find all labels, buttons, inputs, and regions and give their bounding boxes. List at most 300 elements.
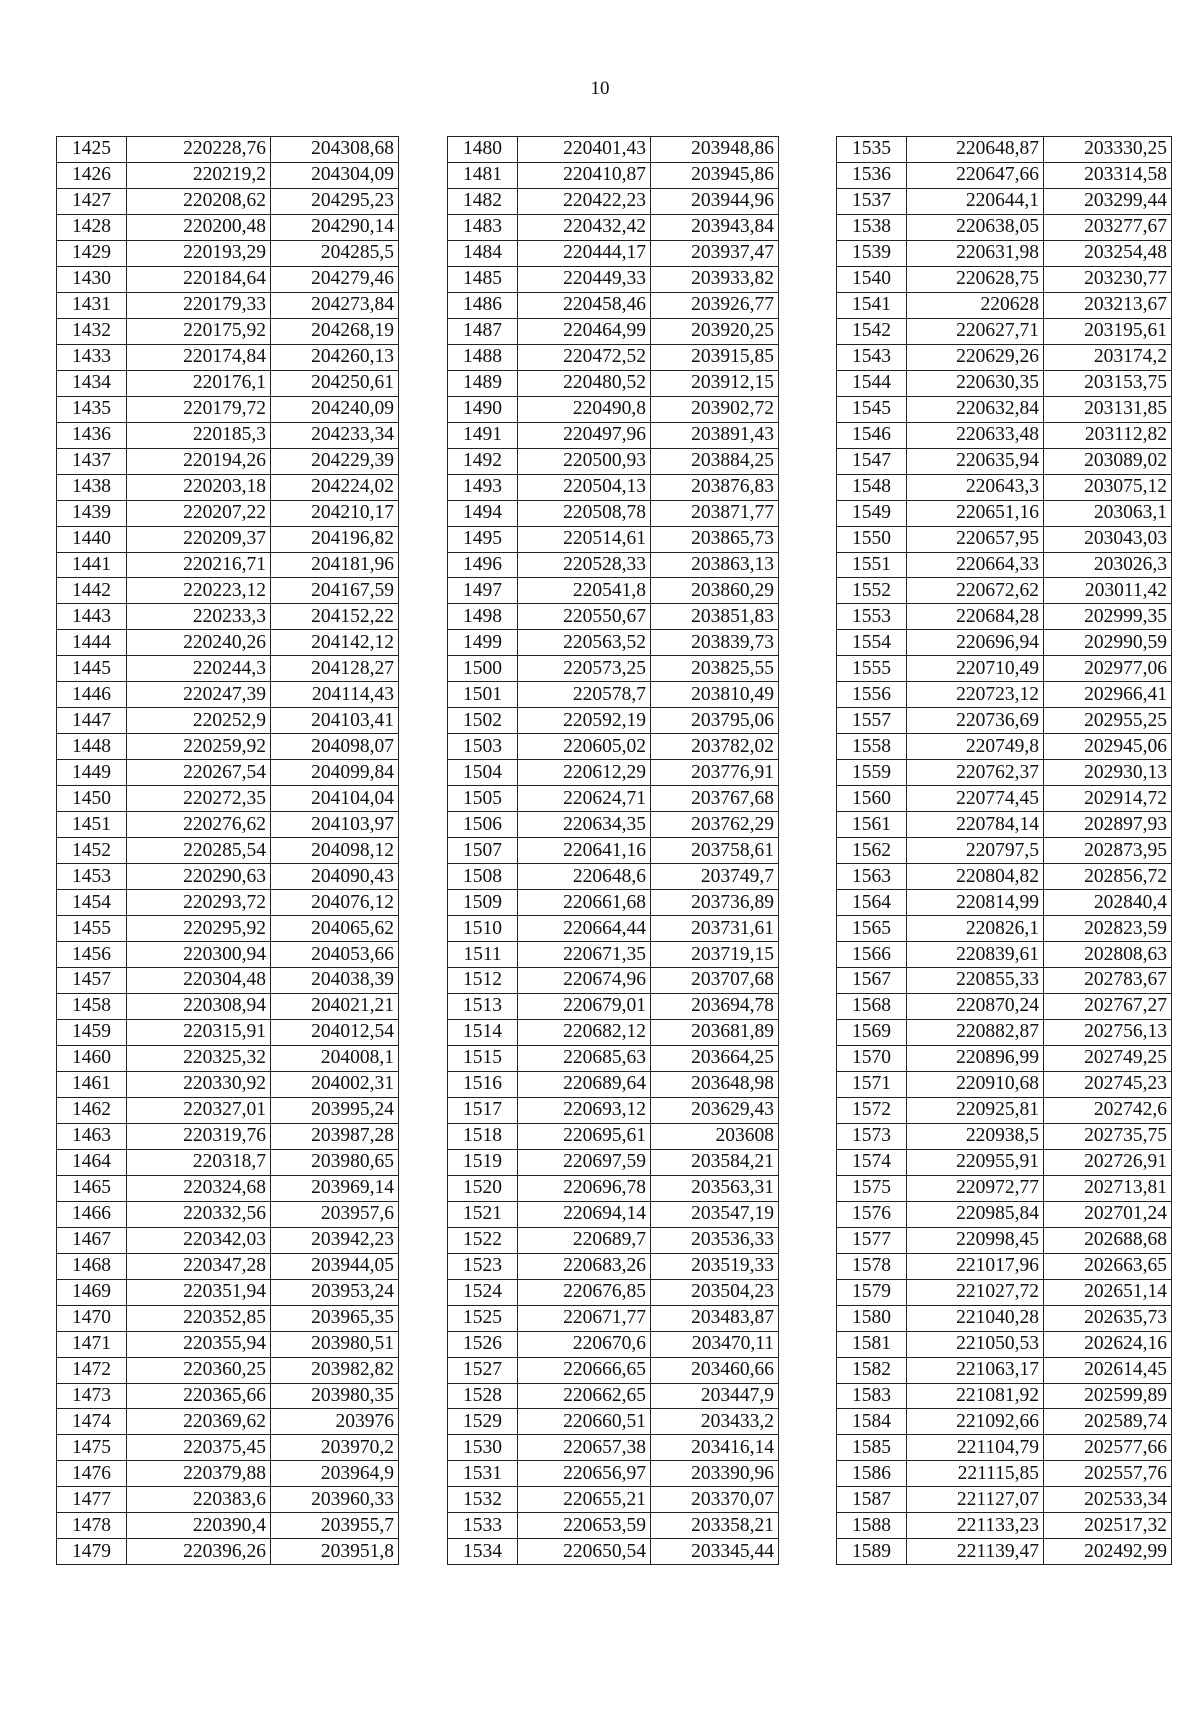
x-coordinate-cell: 220630,35 [907, 370, 1044, 396]
point-number-cell: 1525 [448, 1305, 518, 1331]
y-coordinate-cell: 202624,16 [1044, 1331, 1172, 1357]
x-coordinate-cell: 220643,3 [907, 474, 1044, 500]
y-coordinate-cell: 202897,93 [1044, 812, 1172, 838]
point-number-cell: 1535 [837, 137, 907, 163]
point-number-cell: 1530 [448, 1435, 518, 1461]
table-row [448, 162, 779, 188]
y-coordinate-cell: 202873,95 [1044, 838, 1172, 864]
point-number-cell: 1449 [57, 760, 127, 786]
table-row [837, 812, 1172, 838]
y-coordinate-cell: 203782,02 [651, 734, 779, 760]
y-coordinate-cell: 203965,35 [271, 1305, 399, 1331]
point-number-cell: 1436 [57, 422, 127, 448]
y-coordinate-cell: 202767,27 [1044, 993, 1172, 1019]
x-coordinate-cell: 220955,91 [907, 1149, 1044, 1175]
x-coordinate-cell: 220184,64 [127, 266, 271, 292]
table-row [837, 656, 1172, 682]
x-coordinate-cell: 221050,53 [907, 1331, 1044, 1357]
x-coordinate-cell: 220550,67 [518, 604, 651, 630]
x-coordinate-cell: 220267,54 [127, 760, 271, 786]
y-coordinate-cell: 203795,06 [651, 708, 779, 734]
table-row [57, 1253, 399, 1279]
y-coordinate-cell: 202808,63 [1044, 942, 1172, 968]
table-row [57, 370, 399, 396]
point-number-cell: 1466 [57, 1201, 127, 1227]
x-coordinate-cell: 220293,72 [127, 890, 271, 916]
point-number-cell: 1539 [837, 240, 907, 266]
table-row [837, 1357, 1172, 1383]
point-number-cell: 1509 [448, 890, 518, 916]
x-coordinate-cell: 220300,94 [127, 942, 271, 968]
x-coordinate-cell: 220179,72 [127, 396, 271, 422]
x-coordinate-cell: 220351,94 [127, 1279, 271, 1305]
y-coordinate-cell: 203926,77 [651, 292, 779, 318]
x-coordinate-cell: 220422,23 [518, 188, 651, 214]
y-coordinate-cell: 202966,41 [1044, 682, 1172, 708]
table-row [57, 890, 399, 916]
x-coordinate-cell: 221081,92 [907, 1383, 1044, 1409]
point-number-cell: 1564 [837, 890, 907, 916]
y-coordinate-cell: 203075,12 [1044, 474, 1172, 500]
y-coordinate-cell: 203920,25 [651, 318, 779, 344]
table-row [57, 708, 399, 734]
table-row [837, 1097, 1172, 1123]
point-number-cell: 1552 [837, 578, 907, 604]
point-number-cell: 1588 [837, 1513, 907, 1539]
table-row [57, 396, 399, 422]
point-number-cell: 1553 [837, 604, 907, 630]
x-coordinate-cell: 220762,37 [907, 760, 1044, 786]
x-coordinate-cell: 220697,59 [518, 1149, 651, 1175]
y-coordinate-cell: 202517,32 [1044, 1513, 1172, 1539]
y-coordinate-cell: 203213,67 [1044, 292, 1172, 318]
x-coordinate-cell: 220308,94 [127, 993, 271, 1019]
y-coordinate-cell: 204279,46 [271, 266, 399, 292]
y-coordinate-cell: 202651,14 [1044, 1279, 1172, 1305]
x-coordinate-cell: 220528,33 [518, 552, 651, 578]
y-coordinate-cell: 202577,66 [1044, 1435, 1172, 1461]
table-row [57, 448, 399, 474]
y-coordinate-cell: 203758,61 [651, 838, 779, 864]
point-number-cell: 1510 [448, 916, 518, 942]
table-row [57, 864, 399, 890]
y-coordinate-cell: 202756,13 [1044, 1019, 1172, 1045]
table-row [448, 1045, 779, 1071]
x-coordinate-cell: 220379,88 [127, 1461, 271, 1487]
y-coordinate-cell: 203851,83 [651, 604, 779, 630]
x-coordinate-cell: 220670,6 [518, 1331, 651, 1357]
y-coordinate-cell: 204240,09 [271, 396, 399, 422]
y-coordinate-cell: 203980,35 [271, 1383, 399, 1409]
table-row [448, 838, 779, 864]
point-number-cell: 1570 [837, 1045, 907, 1071]
y-coordinate-cell: 203358,21 [651, 1513, 779, 1539]
table-row [837, 1123, 1172, 1149]
table-row [448, 526, 779, 552]
y-coordinate-cell: 204012,54 [271, 1019, 399, 1045]
y-coordinate-cell: 202745,23 [1044, 1071, 1172, 1097]
y-coordinate-cell: 203314,58 [1044, 162, 1172, 188]
point-number-cell: 1444 [57, 630, 127, 656]
table-row [57, 1487, 399, 1513]
table-row [57, 1201, 399, 1227]
table-row [837, 526, 1172, 552]
x-coordinate-cell: 220383,6 [127, 1487, 271, 1513]
y-coordinate-cell: 204103,97 [271, 812, 399, 838]
x-coordinate-cell: 220369,62 [127, 1409, 271, 1435]
point-number-cell: 1505 [448, 786, 518, 812]
point-number-cell: 1574 [837, 1149, 907, 1175]
point-number-cell: 1455 [57, 916, 127, 942]
y-coordinate-cell: 204098,12 [271, 838, 399, 864]
point-number-cell: 1546 [837, 422, 907, 448]
x-coordinate-cell: 220390,4 [127, 1513, 271, 1539]
x-coordinate-cell: 220910,68 [907, 1071, 1044, 1097]
y-coordinate-cell: 203433,2 [651, 1409, 779, 1435]
x-coordinate-cell: 220276,62 [127, 812, 271, 838]
table-row [448, 760, 779, 786]
x-coordinate-cell: 220318,7 [127, 1149, 271, 1175]
y-coordinate-cell: 203174,2 [1044, 344, 1172, 370]
x-coordinate-cell: 220259,92 [127, 734, 271, 760]
x-coordinate-cell: 220641,16 [518, 838, 651, 864]
coordinates-table-2 [447, 136, 779, 1565]
y-coordinate-cell: 204142,12 [271, 630, 399, 656]
x-coordinate-cell: 220223,12 [127, 578, 271, 604]
table-row [837, 1175, 1172, 1201]
y-coordinate-cell: 204002,31 [271, 1071, 399, 1097]
point-number-cell: 1458 [57, 993, 127, 1019]
y-coordinate-cell: 203504,23 [651, 1279, 779, 1305]
x-coordinate-cell: 220648,6 [518, 864, 651, 890]
table-row [837, 1045, 1172, 1071]
table-row [837, 682, 1172, 708]
y-coordinate-cell: 203563,31 [651, 1175, 779, 1201]
x-coordinate-cell: 220693,12 [518, 1097, 651, 1123]
point-number-cell: 1468 [57, 1253, 127, 1279]
y-coordinate-cell: 203519,33 [651, 1253, 779, 1279]
x-coordinate-cell: 220573,25 [518, 656, 651, 682]
point-number-cell: 1469 [57, 1279, 127, 1305]
point-number-cell: 1560 [837, 786, 907, 812]
point-number-cell: 1493 [448, 474, 518, 500]
point-number-cell: 1494 [448, 500, 518, 526]
y-coordinate-cell: 203254,48 [1044, 240, 1172, 266]
y-coordinate-cell: 204104,04 [271, 786, 399, 812]
table-row [837, 1305, 1172, 1331]
table-row [448, 396, 779, 422]
table-row [57, 500, 399, 526]
y-coordinate-cell: 202688,68 [1044, 1227, 1172, 1253]
x-coordinate-cell: 220304,48 [127, 968, 271, 994]
point-number-cell: 1476 [57, 1461, 127, 1487]
point-number-cell: 1578 [837, 1253, 907, 1279]
table-row [448, 448, 779, 474]
y-coordinate-cell: 203980,51 [271, 1331, 399, 1357]
point-number-cell: 1456 [57, 942, 127, 968]
point-number-cell: 1585 [837, 1435, 907, 1461]
table-row [837, 630, 1172, 656]
y-coordinate-cell: 202663,65 [1044, 1253, 1172, 1279]
x-coordinate-cell: 220972,77 [907, 1175, 1044, 1201]
point-number-cell: 1562 [837, 838, 907, 864]
point-number-cell: 1475 [57, 1435, 127, 1461]
point-number-cell: 1526 [448, 1331, 518, 1357]
point-number-cell: 1549 [837, 500, 907, 526]
y-coordinate-cell: 203370,07 [651, 1487, 779, 1513]
table-row [448, 708, 779, 734]
y-coordinate-cell: 203865,73 [651, 526, 779, 552]
x-coordinate-cell: 221017,96 [907, 1253, 1044, 1279]
table-row [57, 838, 399, 864]
x-coordinate-cell: 220209,37 [127, 526, 271, 552]
x-coordinate-cell: 220683,26 [518, 1253, 651, 1279]
x-coordinate-cell: 220896,99 [907, 1045, 1044, 1071]
table-row [837, 786, 1172, 812]
y-coordinate-cell: 204053,66 [271, 942, 399, 968]
table-row [837, 1383, 1172, 1409]
y-coordinate-cell: 203131,85 [1044, 396, 1172, 422]
y-coordinate-cell: 203937,47 [651, 240, 779, 266]
table-row [448, 1539, 779, 1565]
point-number-cell: 1500 [448, 656, 518, 682]
y-coordinate-cell: 202999,35 [1044, 604, 1172, 630]
point-number-cell: 1462 [57, 1097, 127, 1123]
y-coordinate-cell: 202713,81 [1044, 1175, 1172, 1201]
y-coordinate-cell: 204099,84 [271, 760, 399, 786]
y-coordinate-cell: 202735,75 [1044, 1123, 1172, 1149]
table-row [448, 1461, 779, 1487]
y-coordinate-cell: 204250,61 [271, 370, 399, 396]
y-coordinate-cell: 202599,89 [1044, 1383, 1172, 1409]
x-coordinate-cell: 220508,78 [518, 500, 651, 526]
table-row [837, 474, 1172, 500]
x-coordinate-cell: 220682,12 [518, 1019, 651, 1045]
x-coordinate-cell: 220541,8 [518, 578, 651, 604]
table-row [57, 604, 399, 630]
point-number-cell: 1490 [448, 396, 518, 422]
y-coordinate-cell: 203299,44 [1044, 188, 1172, 214]
x-coordinate-cell: 220925,81 [907, 1097, 1044, 1123]
x-coordinate-cell: 220671,35 [518, 942, 651, 968]
table-row [837, 1279, 1172, 1305]
x-coordinate-cell: 220193,29 [127, 240, 271, 266]
x-coordinate-cell: 220855,33 [907, 968, 1044, 994]
point-number-cell: 1528 [448, 1383, 518, 1409]
table-row [57, 1123, 399, 1149]
table-row [837, 1253, 1172, 1279]
table-row [837, 396, 1172, 422]
table-row [837, 1201, 1172, 1227]
point-number-cell: 1447 [57, 708, 127, 734]
y-coordinate-cell: 203470,11 [651, 1331, 779, 1357]
x-coordinate-cell: 220504,13 [518, 474, 651, 500]
y-coordinate-cell: 202533,34 [1044, 1487, 1172, 1513]
table-row [837, 942, 1172, 968]
table-row [57, 1539, 399, 1565]
table-row [448, 578, 779, 604]
y-coordinate-cell: 203960,33 [271, 1487, 399, 1513]
y-coordinate-cell: 203944,96 [651, 188, 779, 214]
x-coordinate-cell: 220352,85 [127, 1305, 271, 1331]
point-number-cell: 1532 [448, 1487, 518, 1513]
x-coordinate-cell: 220203,18 [127, 474, 271, 500]
x-coordinate-cell: 220464,99 [518, 318, 651, 344]
x-coordinate-cell: 220444,17 [518, 240, 651, 266]
point-number-cell: 1478 [57, 1513, 127, 1539]
point-number-cell: 1544 [837, 370, 907, 396]
point-number-cell: 1430 [57, 266, 127, 292]
table-row [837, 734, 1172, 760]
y-coordinate-cell: 202856,72 [1044, 864, 1172, 890]
x-coordinate-cell: 220679,01 [518, 993, 651, 1019]
table-row [448, 1409, 779, 1435]
point-number-cell: 1503 [448, 734, 518, 760]
table-row [837, 214, 1172, 240]
table-row [57, 214, 399, 240]
x-coordinate-cell: 220355,94 [127, 1331, 271, 1357]
table-row [448, 864, 779, 890]
table-row [837, 1019, 1172, 1045]
point-number-cell: 1582 [837, 1357, 907, 1383]
x-coordinate-cell: 220674,96 [518, 968, 651, 994]
point-number-cell: 1492 [448, 448, 518, 474]
x-coordinate-cell: 220804,82 [907, 864, 1044, 890]
x-coordinate-cell: 220656,97 [518, 1461, 651, 1487]
point-number-cell: 1551 [837, 552, 907, 578]
x-coordinate-cell: 220219,2 [127, 162, 271, 188]
table-row [448, 916, 779, 942]
point-number-cell: 1573 [837, 1123, 907, 1149]
x-coordinate-cell: 221092,66 [907, 1409, 1044, 1435]
point-number-cell: 1425 [57, 137, 127, 163]
table-row [448, 474, 779, 500]
x-coordinate-cell: 220696,94 [907, 630, 1044, 656]
point-number-cell: 1540 [837, 266, 907, 292]
y-coordinate-cell: 203980,65 [271, 1149, 399, 1175]
y-coordinate-cell: 203648,98 [651, 1071, 779, 1097]
point-number-cell: 1529 [448, 1409, 518, 1435]
x-coordinate-cell: 220628 [907, 292, 1044, 318]
x-coordinate-cell: 220661,68 [518, 890, 651, 916]
point-number-cell: 1432 [57, 318, 127, 344]
table-row [837, 864, 1172, 890]
point-number-cell: 1479 [57, 1539, 127, 1565]
table-row [837, 1227, 1172, 1253]
x-coordinate-cell: 221127,07 [907, 1487, 1044, 1513]
table-row [448, 1097, 779, 1123]
table-row [448, 786, 779, 812]
x-coordinate-cell: 220342,03 [127, 1227, 271, 1253]
table-row [57, 1149, 399, 1175]
x-coordinate-cell: 220410,87 [518, 162, 651, 188]
x-coordinate-cell: 220655,21 [518, 1487, 651, 1513]
y-coordinate-cell: 203460,66 [651, 1357, 779, 1383]
y-coordinate-cell: 202701,24 [1044, 1201, 1172, 1227]
table-row [448, 1383, 779, 1409]
y-coordinate-cell: 204233,34 [271, 422, 399, 448]
point-number-cell: 1496 [448, 552, 518, 578]
y-coordinate-cell: 203762,29 [651, 812, 779, 838]
y-coordinate-cell: 203153,75 [1044, 370, 1172, 396]
y-coordinate-cell: 203860,29 [651, 578, 779, 604]
y-coordinate-cell: 204167,59 [271, 578, 399, 604]
y-coordinate-cell: 202492,99 [1044, 1539, 1172, 1565]
x-coordinate-cell: 220814,99 [907, 890, 1044, 916]
y-coordinate-cell: 203876,83 [651, 474, 779, 500]
table-row [57, 630, 399, 656]
x-coordinate-cell: 220216,71 [127, 552, 271, 578]
point-number-cell: 1498 [448, 604, 518, 630]
table-row [837, 552, 1172, 578]
point-number-cell: 1454 [57, 890, 127, 916]
table-row [837, 1487, 1172, 1513]
table-row [57, 474, 399, 500]
table-row [57, 292, 399, 318]
point-number-cell: 1501 [448, 682, 518, 708]
table-row [57, 1513, 399, 1539]
table-row [57, 1305, 399, 1331]
point-number-cell: 1543 [837, 344, 907, 370]
y-coordinate-cell: 203749,7 [651, 864, 779, 890]
table-row [837, 292, 1172, 318]
point-number-cell: 1566 [837, 942, 907, 968]
point-number-cell: 1427 [57, 188, 127, 214]
table-row [448, 266, 779, 292]
x-coordinate-cell: 220319,76 [127, 1123, 271, 1149]
point-number-cell: 1440 [57, 526, 127, 552]
point-number-cell: 1534 [448, 1539, 518, 1565]
y-coordinate-cell: 203736,89 [651, 890, 779, 916]
x-coordinate-cell: 220648,87 [907, 137, 1044, 163]
y-coordinate-cell: 203043,03 [1044, 526, 1172, 552]
table-row [837, 370, 1172, 396]
point-number-cell: 1513 [448, 993, 518, 1019]
table-row [57, 1175, 399, 1201]
table-row [57, 1279, 399, 1305]
point-number-cell: 1441 [57, 552, 127, 578]
table-row [448, 137, 779, 163]
table-row [837, 344, 1172, 370]
y-coordinate-cell: 203987,28 [271, 1123, 399, 1149]
x-coordinate-cell: 220315,91 [127, 1019, 271, 1045]
point-number-cell: 1521 [448, 1201, 518, 1227]
point-number-cell: 1485 [448, 266, 518, 292]
point-number-cell: 1438 [57, 474, 127, 500]
table-row [57, 162, 399, 188]
y-coordinate-cell: 204285,5 [271, 240, 399, 266]
x-coordinate-cell: 220244,3 [127, 656, 271, 682]
point-number-cell: 1497 [448, 578, 518, 604]
x-coordinate-cell: 220612,29 [518, 760, 651, 786]
table-row [57, 1357, 399, 1383]
x-coordinate-cell: 220632,84 [907, 396, 1044, 422]
point-number-cell: 1548 [837, 474, 907, 500]
point-number-cell: 1443 [57, 604, 127, 630]
table-row [448, 1331, 779, 1357]
point-number-cell: 1547 [837, 448, 907, 474]
y-coordinate-cell: 203891,43 [651, 422, 779, 448]
point-number-cell: 1531 [448, 1461, 518, 1487]
x-coordinate-cell: 220592,19 [518, 708, 651, 734]
y-coordinate-cell: 203584,21 [651, 1149, 779, 1175]
point-number-cell: 1446 [57, 682, 127, 708]
table-row [448, 500, 779, 526]
table-row [837, 188, 1172, 214]
x-coordinate-cell: 220694,14 [518, 1201, 651, 1227]
x-coordinate-cell: 220882,87 [907, 1019, 1044, 1045]
x-coordinate-cell: 221104,79 [907, 1435, 1044, 1461]
